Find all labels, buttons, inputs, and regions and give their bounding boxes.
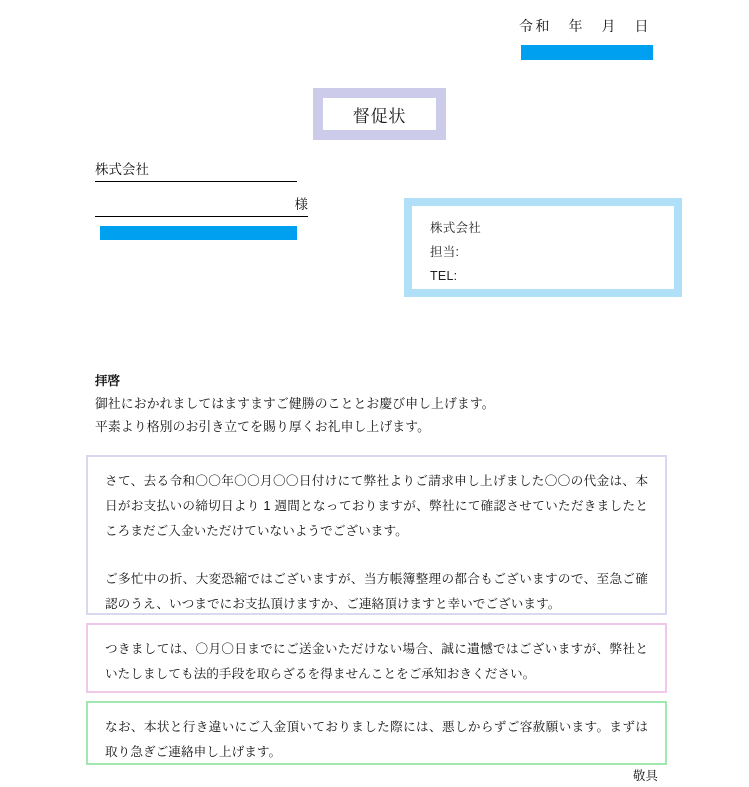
body-paragraph-1: さて、去る令和〇〇年〇〇月〇〇日付けにて弊社よりご請求申し上げました〇〇の代金は、本日がお支払いの締切日より 1 週間となっておりますが、弊社にて確認させていただきましたところまだご入金いただけていないようでございます。 <box>105 474 648 538</box>
closing-keigu: 敬具 <box>632 769 658 783</box>
date-line: 令和 年 月 日 <box>518 18 652 34</box>
body-paragraph-3: つきましては、〇月〇日までにご送金いただけない場合、誠に遺憾ではございますが、弊社といたしましても法的手段を取らざるを得ませんことをご承知おきください。 <box>105 642 648 681</box>
recipient-name-line: 様 <box>95 193 308 217</box>
body-paragraph-4: なお、本状と行き違いにご入金頂いておりました際には、悪しからずご容赦願います。まずは取り急ぎご連絡申し上げます。 <box>105 720 648 759</box>
body-box-green <box>86 701 667 765</box>
recipient-company-line: 株式会社 <box>95 158 297 182</box>
greeting-block <box>95 370 655 438</box>
greeting-line-1: 御社におかれましてはますますご健勝のこととお慶び申し上げます。 <box>95 396 495 411</box>
recipient-block <box>95 158 308 240</box>
sender-tel-line: TEL: <box>430 269 458 283</box>
sender-info-box <box>404 198 682 297</box>
body-box-pink <box>86 623 667 693</box>
body-paragraph-2: ご多忙中の折、大変恐縮ではございますが、当方帳簿整理の都合もございますので、至急ご確認のうえ、いつまでにお支払頂けますか、ご連絡頂けますと幸いでございます。 <box>105 572 648 611</box>
date-header <box>505 18 665 60</box>
sender-contact-line: 担当: <box>430 245 460 259</box>
recipient-redaction-bar <box>100 226 297 240</box>
greeting-line-2: 平素より格別のお引き立てを賜り厚くお礼申し上げます。 <box>95 419 431 434</box>
document-title-box <box>313 88 446 140</box>
date-redaction-bar <box>521 45 653 60</box>
body-box-purple <box>86 455 667 615</box>
page-title: 督促状 <box>352 106 407 126</box>
salutation-haikei: 拝啓 <box>95 374 121 388</box>
sender-company-line: 株式会社 <box>430 221 482 235</box>
